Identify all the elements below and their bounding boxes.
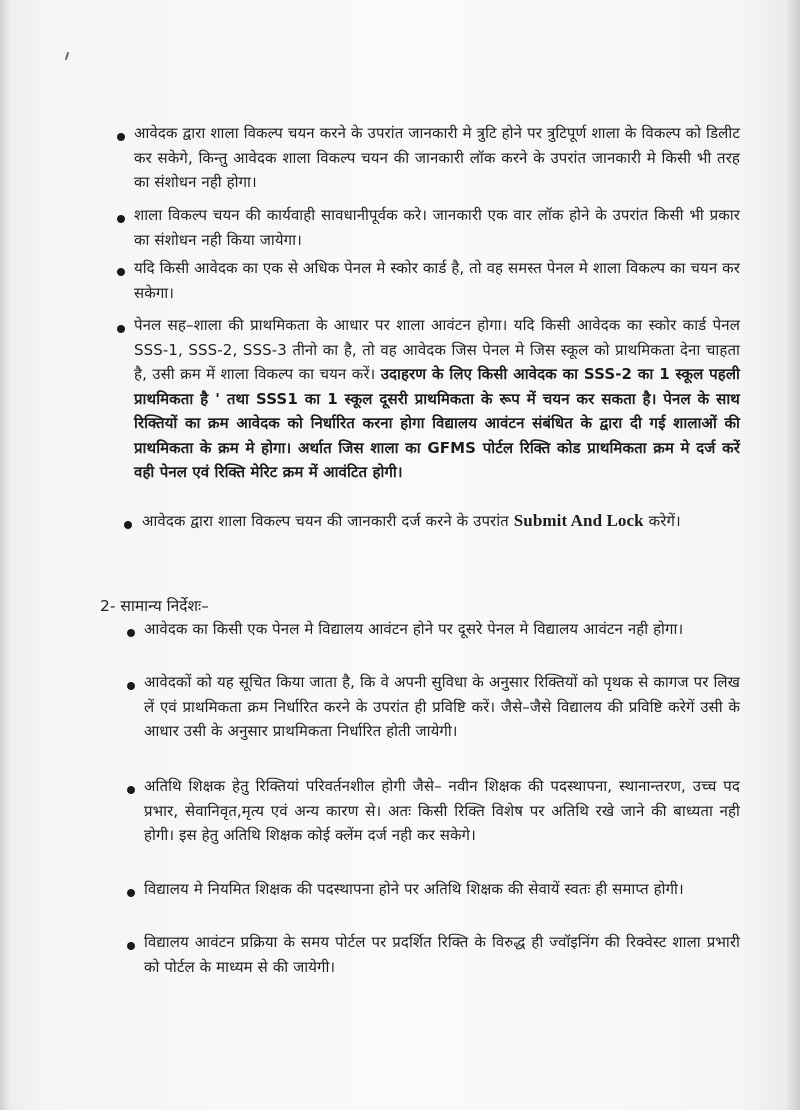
list-item-text: पेनल सह–शाला की प्राथमिकता के आधार पर शाला आवंटन होगा। यदि किसी आवेदक का स्कोर कार्ड पेनल SSS-1, SSS-2, SSS-3 तीनो का है, तो वह आवेदक जिस पेनल मे जिस स्कूल को प्राथमिकता देना चाहता है, उसी क्रम में शाला विकल्प का चयन करें।: [134, 316, 740, 383]
submit-and-lock-text: Submit And Lock: [513, 511, 644, 530]
list-item: [144, 617, 740, 642]
bullet-icon: [127, 889, 135, 897]
list-item-text: विद्यालय आवंटन प्रक्रिया के समय पोर्टल पर प्रदर्शित रिक्ति के विरुद्ध ही ज्वॉइनिंग की रिक्वेस्ट शाला प्रभारी को पोर्टल के माध्यम से की जायेगी।: [144, 933, 740, 976]
list-item: [144, 930, 740, 979]
bullet-icon: [117, 133, 125, 141]
bullet-icon: [124, 521, 132, 529]
section-2-heading: 2- सामान्य निर्देशः–: [100, 597, 209, 615]
list-item: [134, 121, 740, 195]
scan-speck: [65, 52, 69, 60]
list-item-text: आवेदकों को यह सूचित किया जाता है, कि वे अपनी सुविधा के अनुसार रिक्तियों को पृथक से कागज पर लिख लें एवं प्राथमिकता क्रम निर्धारित करने के उपरांत ही प्रविष्टि करें। जैसे–जैसे विद्यालय की प्रविष्टि करेगें उसी के आधार उसी के अनुसार प्राथमिकता निर्धारित होती जायेगी।: [144, 673, 740, 740]
list-item: [134, 256, 740, 305]
page-right-edge-shadow: [786, 0, 800, 1110]
list-item: [144, 670, 740, 744]
bullet-icon: [127, 682, 135, 690]
list-item-text: विद्यालय मे नियमित शिक्षक की पदस्थापना होने पर अतिथि शिक्षक की सेवायें स्वतः ही समाप्त होगी।: [144, 880, 684, 898]
list-item-text-suffix: करेगें।: [648, 512, 681, 530]
bullet-icon: [117, 268, 125, 276]
bullet-icon: [127, 942, 135, 950]
list-item: [144, 877, 740, 902]
list-item-text: अतिथि शिक्षक हेतु रिक्तियां परिवर्तनशील होगी जैसे– नवीन शिक्षक की पदस्थापना, स्थानान्तरण, उच्च पद प्रभार, सेवानिवृत,मृत्य एवं अन्य कारण से। अतः किसी रिक्ति विशेष पर अतिथि रखे जाने की बाध्यता नही होगी। इस हेतु अतिथि शिक्षक कोई क्लेंम दर्ज नही कर सकेगे।: [144, 777, 740, 844]
list-item: [142, 509, 740, 534]
list-item-emphasis-text: उदाहरण के लिए किसी आवेदक का SSS-2 का 1 स्कूल पहली प्राथमिकता है ' तथा SSS1 का 1 स्कूल दूसरी प्राथमिकता के रूप में चयन कर सकता है। पेनल के साथ रिक्तियों का क्रम आवेदक को निर्धारित करना होगा विद्यालय आवंटन संबंधित के द्वारा दी गई शालाओं की प्राथमिकता के क्रम मे होगा। अर्थात जिस शाला का GFMS पोर्टल रिक्ति कोड प्राथमिकता क्रम मे दर्ज करें वही पेनल एवं रिक्ति मेरिट क्रम में आवंटित होगी।: [134, 365, 741, 481]
bullet-icon: [117, 215, 125, 223]
list-item: [134, 203, 740, 252]
list-item-text: यदि किसी आवेदक का एक से अधिक पेनल मे स्कोर कार्ड है, तो वह समस्त पेनल मे शाला विकल्प का चयन कर सकेगा।: [134, 259, 740, 302]
list-item-text: शाला विकल्प चयन की कार्यवाही सावधानीपूर्वक करे। जानकारी एक वार लॉक होने के उपरांत किसी भी प्रकार का संशोधन नही किया जायेगा।: [134, 206, 740, 249]
bullet-icon: [127, 786, 135, 794]
list-item: [134, 313, 740, 485]
list-item-text: आवेदक द्वारा शाला विकल्प चयन करने के उपरांत जानकारी मे त्रुटि होने पर त्रुटिपूर्ण शाला के विकल्प को डिलीट कर सकेगे, किन्तु आवेदक शाला विकल्प चयन की जानकारी लॉक करने के उपरांत जानकारी मे किसी भी तरह का संशोधन नही होगा।: [134, 124, 740, 191]
list-item: [144, 774, 740, 848]
page-left-edge-shadow: [0, 0, 10, 1110]
list-item-text: आवेदक द्वारा शाला विकल्प चयन की जानकारी दर्ज करने के उपरांत: [142, 512, 509, 530]
bullet-icon: [127, 629, 135, 637]
bullet-icon: [117, 325, 125, 333]
list-item-text: आवेदक का किसी एक पेनल मे विद्यालय आवंटन होने पर दूसरे पेनल मे विद्यालय आवंटन नही होगा।: [144, 620, 684, 638]
